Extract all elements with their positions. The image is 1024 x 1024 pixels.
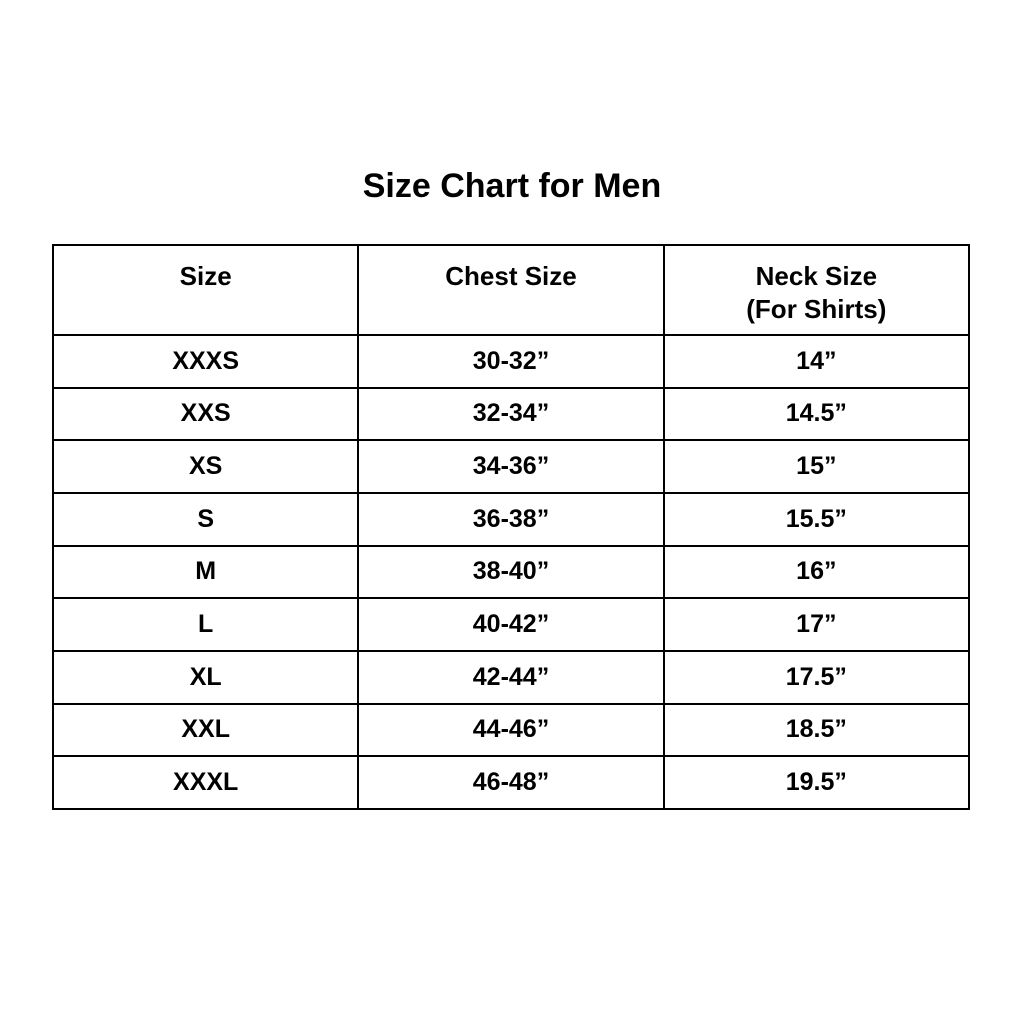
column-header-size-label: Size	[179, 261, 232, 291]
header-row	[53, 245, 969, 335]
cell-neck-size: 15.5”	[664, 493, 969, 546]
cell-neck-size: 19.5”	[664, 756, 969, 809]
cell-neck-size: 15”	[664, 440, 969, 493]
column-header-neck-size-sublabel: (For Shirts)	[746, 294, 887, 324]
cell-chest-size: 46-48”	[358, 756, 663, 809]
size-chart-table	[52, 244, 970, 810]
table-row	[53, 704, 969, 757]
cell-chest-size: 38-40”	[358, 546, 663, 599]
page-title: Size Chart for Men	[362, 167, 662, 205]
cell-chest-size: 30-32”	[358, 335, 663, 388]
cell-size: L	[53, 598, 358, 651]
table-row	[53, 440, 969, 493]
table-row	[53, 598, 969, 651]
cell-neck-size: 17.5”	[664, 651, 969, 704]
cell-size: XXS	[53, 388, 358, 441]
cell-size: XXXS	[53, 335, 358, 388]
table-row	[53, 546, 969, 599]
column-header-neck-size	[664, 245, 969, 335]
table-row	[53, 335, 969, 388]
column-header-chest-size	[358, 245, 663, 335]
table-row	[53, 756, 969, 809]
cell-size: XXXL	[53, 756, 358, 809]
cell-neck-size: 18.5”	[664, 704, 969, 757]
cell-size: XL	[53, 651, 358, 704]
cell-size: XS	[53, 440, 358, 493]
cell-chest-size: 34-36”	[358, 440, 663, 493]
column-header-size	[53, 245, 358, 335]
cell-chest-size: 44-46”	[358, 704, 663, 757]
cell-neck-size: 16”	[664, 546, 969, 599]
column-header-neck-size-label: Neck Size	[755, 261, 878, 291]
cell-neck-size: 14.5”	[664, 388, 969, 441]
table-row	[53, 651, 969, 704]
cell-size: M	[53, 546, 358, 599]
cell-size: XXL	[53, 704, 358, 757]
column-header-chest-size-label: Chest Size	[445, 261, 577, 291]
cell-chest-size: 36-38”	[358, 493, 663, 546]
cell-size: S	[53, 493, 358, 546]
cell-chest-size: 42-44”	[358, 651, 663, 704]
cell-chest-size: 40-42”	[358, 598, 663, 651]
cell-neck-size: 17”	[664, 598, 969, 651]
cell-neck-size: 14”	[664, 335, 969, 388]
table-row	[53, 493, 969, 546]
cell-chest-size: 32-34”	[358, 388, 663, 441]
table-row	[53, 388, 969, 441]
